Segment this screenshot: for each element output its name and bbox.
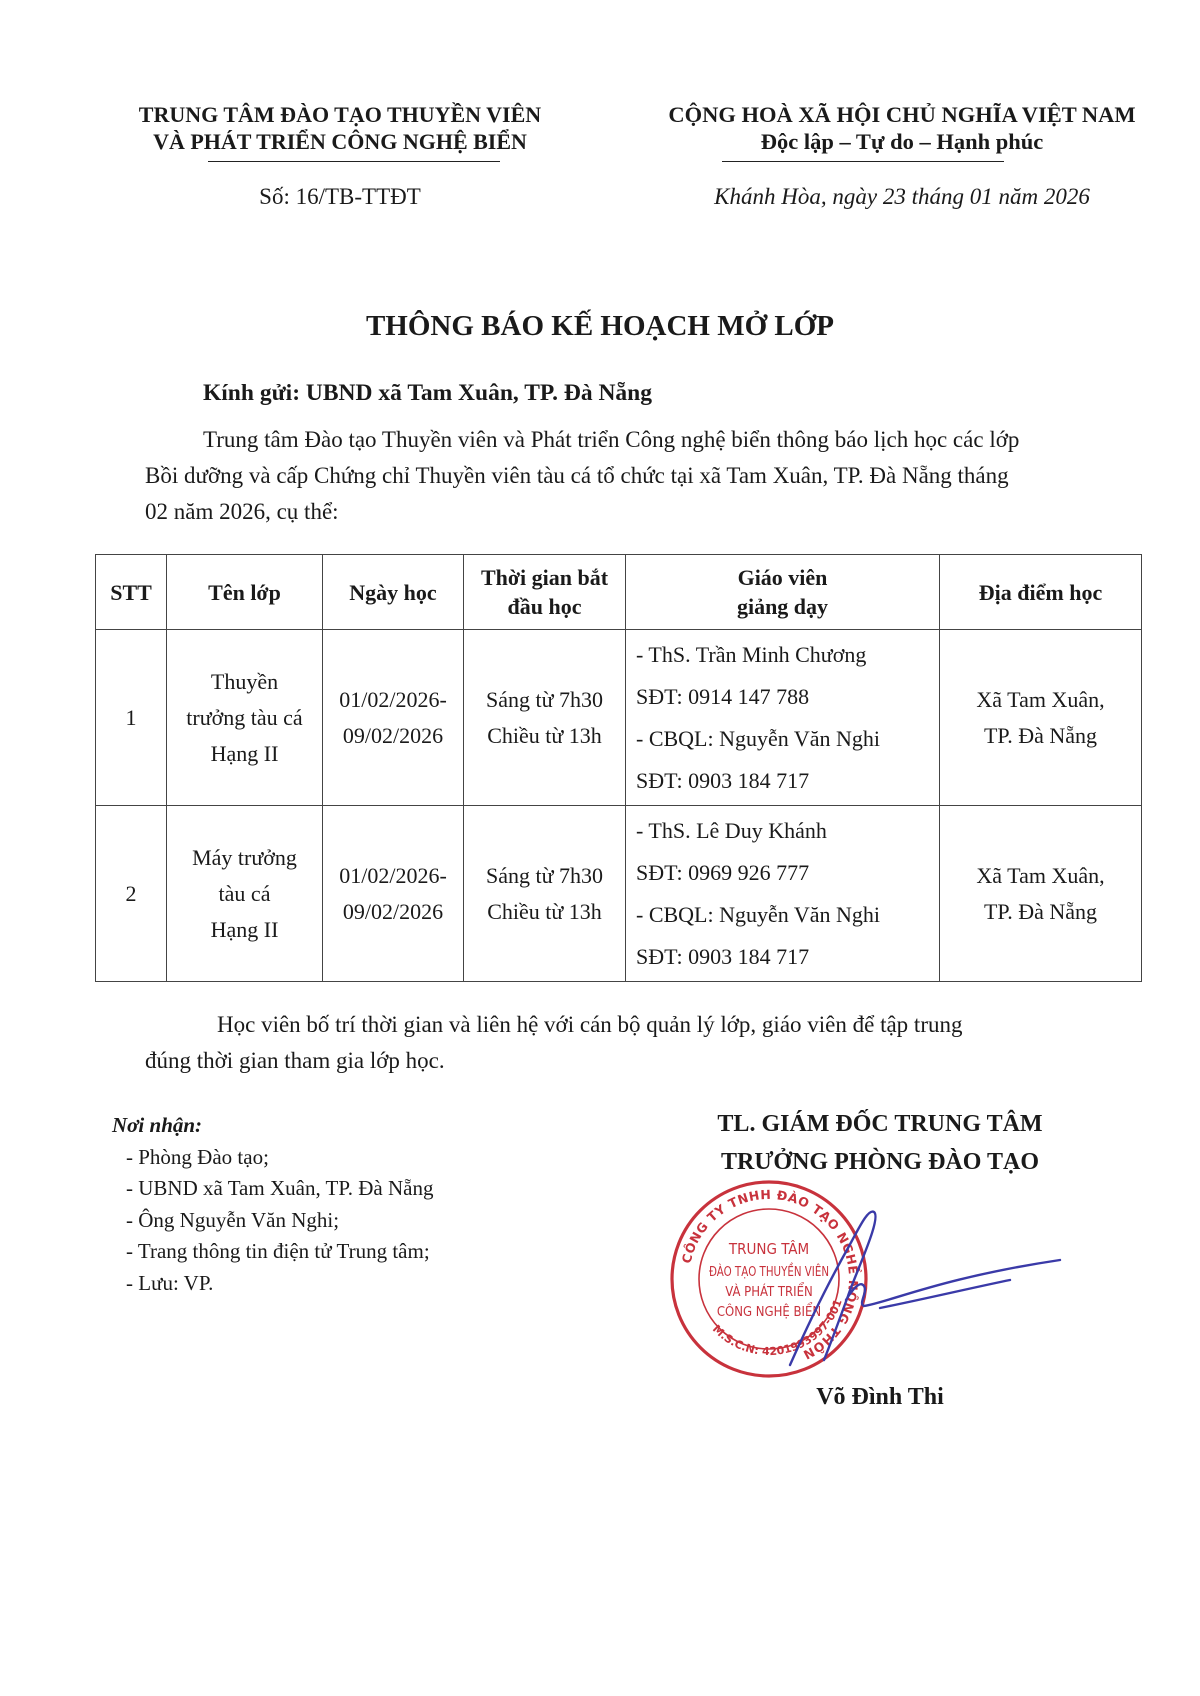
signature-line2: TRƯỞNG PHÒNG ĐÀO TẠO [720,1149,1039,1175]
closing-line: đúng thời gian tham gia lớp học. [145,1048,445,1073]
header-teacher-line: Giáo viên [737,565,828,590]
cell-line: 09/02/2026 [342,722,444,748]
header-date: Ngày học [323,555,464,630]
cell-line: trưởng tàu cá [186,704,303,730]
stamp-center-line: TRUNG TÂM [728,1240,810,1258]
cell-line: SĐT: 0903 184 717 [636,767,810,793]
header-start-time-line: đầu học [507,594,582,619]
cell-stt: 2 [96,806,167,982]
header-class-name: Tên lớp [167,555,323,630]
signature-line1: TL. GIÁM ĐỐC TRUNG TÂM [717,1111,1043,1137]
cell-line: Xã Tam Xuân, [976,862,1105,888]
header-teacher [626,555,940,630]
nation-line1: CỘNG HOÀ XÃ HỘI CHỦ NGHĨA VIỆT NAM [668,102,1136,127]
recipient-item: - Ông Nguyễn Văn Nghi; [126,1207,340,1232]
cell-stt: 1 [96,630,167,806]
cell-teacher [626,806,940,982]
intro-paragraph [145,422,1145,530]
header-stt: STT [96,555,167,630]
signer-name: Võ Đình Thi [816,1384,944,1410]
header-location: Địa điểm học [940,555,1142,630]
stamp-center-line: ĐÀO TẠO THUYỀN VIÊN [709,1265,846,1280]
nation-underline [722,161,1004,162]
stamp-center-line: CÔNG NGHỆ BIỂN [716,1305,822,1320]
cell-line: SĐT: 0914 147 788 [636,683,810,709]
table-row [96,630,1142,806]
cell-line: Thuyền [210,668,279,694]
recipient-item: - Phòng Đào tạo; [126,1144,269,1169]
cell-line: Chiều từ 13h [487,898,602,924]
recipients-title: Nơi nhận: [112,1113,203,1137]
recipient-item: - Lưu: VP. [126,1270,214,1295]
org-name-line2: VÀ PHÁT TRIỂN CÔNG NGHỆ BIỂN [153,129,527,154]
doc-number: Số: 16/TB-TTĐT [259,184,421,209]
cell-location [940,630,1142,806]
cell-line: - CBQL: Nguyễn Văn Nghi [636,725,881,751]
cell-line: - CBQL: Nguyễn Văn Nghi [636,901,881,927]
cell-line: SĐT: 0903 184 717 [636,943,810,969]
handwritten-signature [760,1200,1080,1380]
cell-line: Xã Tam Xuân, [976,686,1105,712]
recipient-item: - UBND xã Tam Xuân, TP. Đà Nẵng [126,1176,434,1200]
intro-line: 02 năm 2026, cụ thể: [145,499,339,524]
cell-line: Hạng II [210,740,279,766]
cell-line: tàu cá [218,880,271,906]
stamp-code: M.S.C.N: 4201993997-001 [709,1297,845,1359]
cell-class-name [167,630,323,806]
org-header [60,101,620,155]
cell-line: Máy trưởng [192,844,297,870]
org-underline [208,161,500,162]
schedule-table [95,554,1142,982]
stamp-center-line: VÀ PHÁT TRIỂN [725,1285,813,1300]
cell-teacher [626,630,940,806]
cell-line: SĐT: 0969 926 777 [636,859,810,885]
cell-date [323,630,464,806]
cell-line: - ThS. Lê Duy Khánh [636,817,827,843]
cell-class-name [167,806,323,982]
cell-line: 01/02/2026- [339,686,447,712]
nation-header [612,101,1192,155]
recipients-block [112,1110,433,1299]
document-title: THÔNG BÁO KẾ HOẠCH MỞ LỚP [365,310,835,342]
cell-start-time [464,630,626,806]
cell-start-time [464,806,626,982]
cell-line: Sáng từ 7h30 [485,862,604,888]
cell-line: TP. Đà Nẵng [983,722,1098,748]
table-header-row [96,555,1142,630]
cell-line: TP. Đà Nẵng [983,898,1098,924]
table-row [96,806,1142,982]
closing-line: Học viên bố trí thời gian và liên hệ với cán bộ quản lý lớp, giáo viên để tập trung [217,1012,963,1037]
stamp-ring-text: CÔNG TY TNHH ĐÀO TẠO NGHỀ NÔNG THÔN [678,1186,862,1363]
recipient-item: - Trang thông tin điện tử Trung tâm; [126,1239,430,1263]
place-date: Khánh Hòa, ngày 23 tháng 01 năm 2026 [714,184,1090,209]
closing-paragraph [145,1007,1145,1079]
intro-line: Bồi dưỡng và cấp Chứng chỉ Thuyền viên tàu cá tổ chức tại xã Tam Xuân, TP. Đà Nẵng tháng [145,463,1009,488]
addressee: Kính gửi: UBND xã Tam Xuân, TP. Đà Nẵng [203,380,652,406]
cell-location [940,806,1142,982]
org-name-line1: TRUNG TÂM ĐÀO TẠO THUYỀN VIÊN [138,102,542,127]
header-start-time [464,555,626,630]
cell-line: Hạng II [210,916,279,942]
nation-motto: Độc lập – Tự do – Hạnh phúc [760,129,1044,154]
signature-heading [660,1105,1100,1181]
cell-line: 09/02/2026 [342,898,444,924]
cell-line: Sáng từ 7h30 [485,686,604,712]
cell-line: Chiều từ 13h [487,722,602,748]
cell-date [323,806,464,982]
header-start-time-line: Thời gian bắt [480,565,609,590]
cell-line: - ThS. Trần Minh Chương [636,641,867,667]
cell-line: 01/02/2026- [339,862,447,888]
header-teacher-line: giảng dạy [736,594,829,619]
intro-line: Trung tâm Đào tạo Thuyền viên và Phát triển Công nghệ biển thông báo lịch học các lớp [203,427,1020,452]
